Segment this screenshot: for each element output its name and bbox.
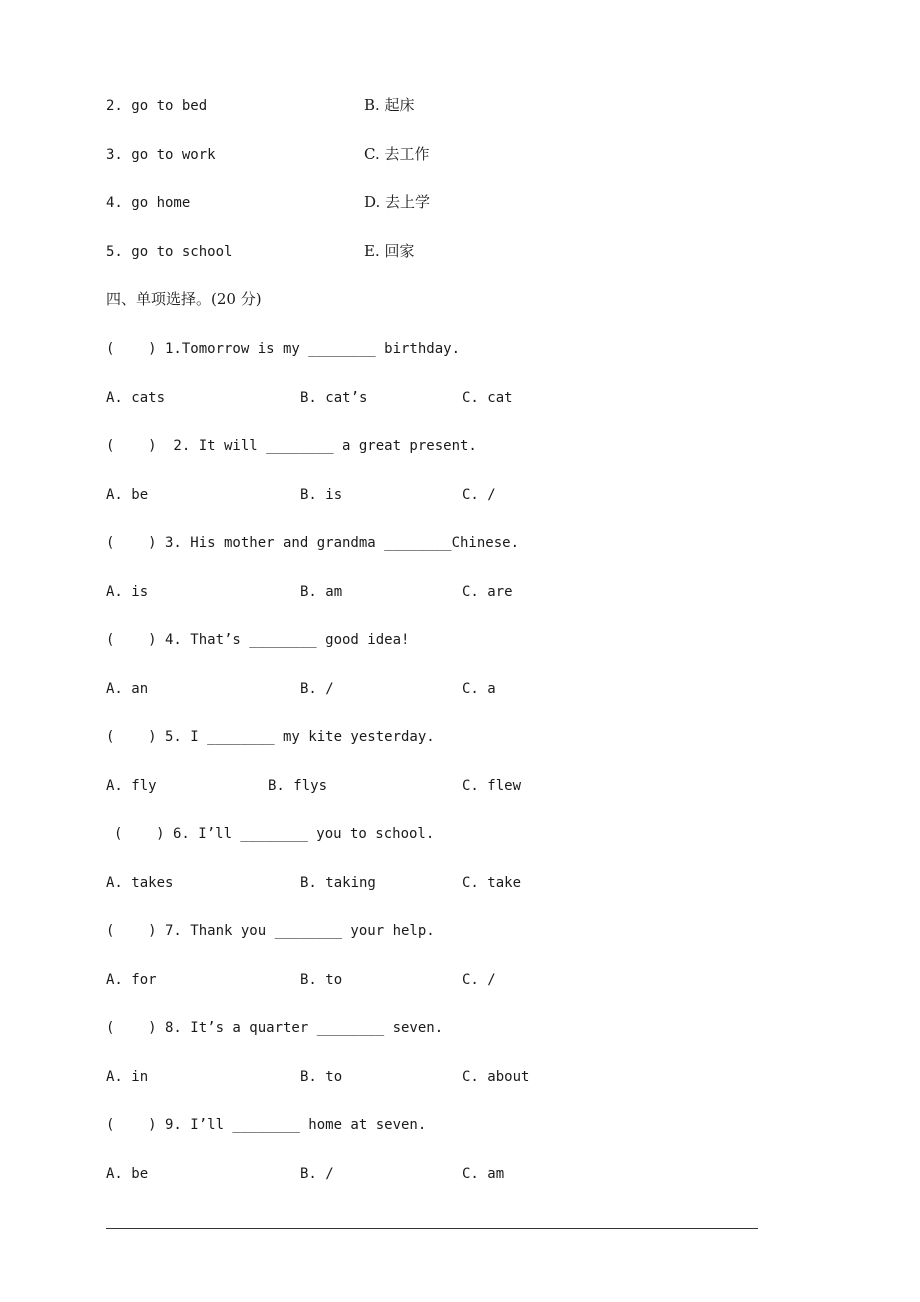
option-b: B. flys xyxy=(268,778,328,794)
question-text: ( ) 5. I ________ my kite yesterday. xyxy=(106,729,435,745)
option-a: A. fly xyxy=(106,778,157,794)
question-text: ( ) 8. It’s a quarter ________ seven. xyxy=(106,1020,444,1036)
option-a: A. is xyxy=(106,584,149,600)
option-b: B. / xyxy=(300,681,334,697)
option-a: A. takes xyxy=(106,875,174,891)
option-a: A. an xyxy=(106,681,149,697)
option-c: C. about xyxy=(462,1069,530,1085)
option-b: B. to xyxy=(300,972,343,988)
question-text: ( ) 9. I’ll ________ home at seven. xyxy=(106,1117,427,1133)
option-c: C. take xyxy=(462,875,522,891)
option-b: B. am xyxy=(300,584,343,600)
option-b: B. is xyxy=(300,487,343,503)
option-c: C. flew xyxy=(462,778,522,794)
option-a: A. be xyxy=(106,487,149,503)
option-c: C. am xyxy=(462,1166,505,1182)
question-text: ( ) 3. His mother and grandma ________Chinese. xyxy=(106,535,520,551)
option-c: C. / xyxy=(462,972,496,988)
matching-item-right: B. 起床 xyxy=(364,96,415,114)
option-c: C. / xyxy=(462,487,496,503)
option-b: B. to xyxy=(300,1069,343,1085)
matching-item-left: 3. go to work xyxy=(106,147,216,163)
matching-item-right: E. 回家 xyxy=(364,242,415,260)
footer-rule xyxy=(106,1228,758,1229)
option-a: A. cats xyxy=(106,390,166,406)
question-text: ( ) 1.Tomorrow is my ________ birthday. xyxy=(106,341,461,357)
matching-item-right: D. 去上学 xyxy=(364,193,431,211)
option-b: B. taking xyxy=(300,875,376,891)
section-title: 四、单项选择。(20 分) xyxy=(106,290,262,308)
option-c: C. cat xyxy=(462,390,513,406)
option-b: B. / xyxy=(300,1166,334,1182)
question-text: ( ) 7. Thank you ________ your help. xyxy=(106,923,435,939)
question-text: ( ) 2. It will ________ a great present. xyxy=(106,438,477,454)
option-a: A. be xyxy=(106,1166,149,1182)
matching-item-right: C. 去工作 xyxy=(364,145,430,163)
matching-item-left: 2. go to bed xyxy=(106,98,208,114)
option-b: B. cat’s xyxy=(300,390,368,406)
question-text: ( ) 6. I’ll ________ you to school. xyxy=(114,826,435,842)
matching-item-left: 5. go to school xyxy=(106,244,233,260)
option-a: A. for xyxy=(106,972,157,988)
option-a: A. in xyxy=(106,1069,149,1085)
option-c: C. a xyxy=(462,681,496,697)
matching-item-left: 4. go home xyxy=(106,195,191,211)
option-c: C. are xyxy=(462,584,513,600)
question-text: ( ) 4. That’s ________ good idea! xyxy=(106,632,410,648)
